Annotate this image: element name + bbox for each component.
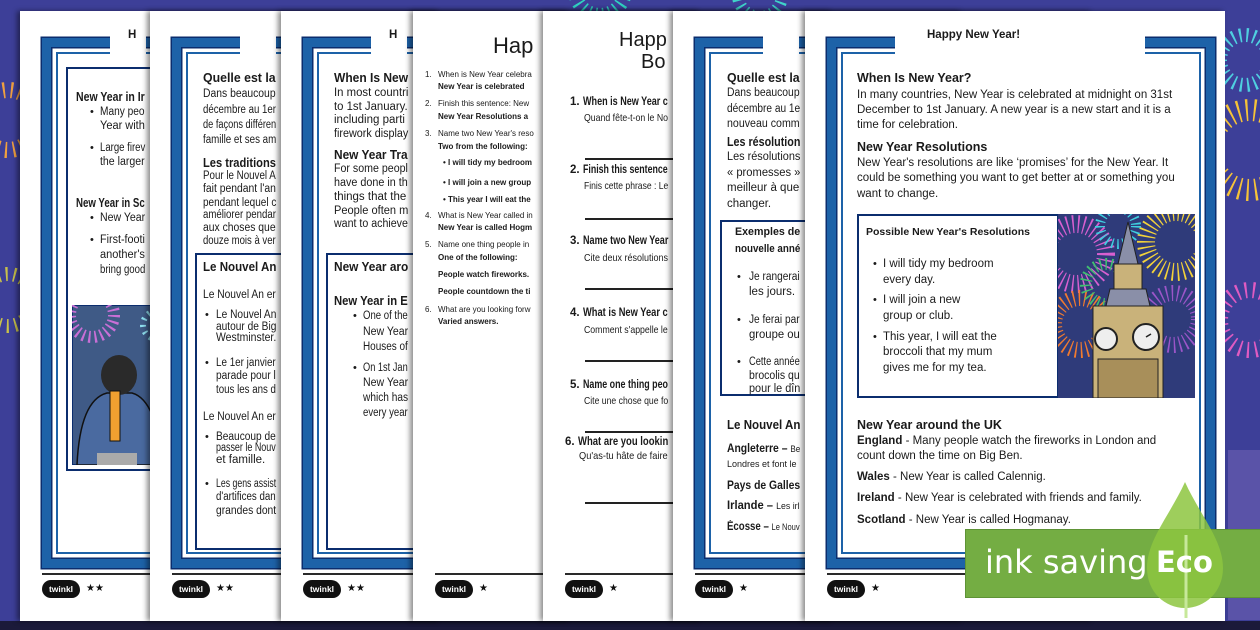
section-heading: Quelle est la bbox=[727, 71, 800, 85]
paragraph-line: Dans beaucoup bbox=[203, 88, 276, 100]
paragraph-line: décembre au 1er bbox=[203, 104, 276, 116]
twinkl-logo: twinkl bbox=[172, 580, 210, 598]
page-title-line-2: Bo bbox=[641, 51, 666, 73]
region-name: Irlande – bbox=[727, 500, 774, 512]
bullet-text: d'artifices dan bbox=[216, 491, 276, 503]
section-heading: New Year Tra bbox=[334, 148, 408, 162]
paragraph-line: de façons différen bbox=[203, 119, 277, 131]
answer-text: People watch fireworks. bbox=[438, 270, 530, 279]
page-title-gap bbox=[240, 28, 276, 58]
question-number: 5. bbox=[570, 379, 580, 391]
region-text: Le Nouv bbox=[771, 522, 800, 532]
bullet-icon: • bbox=[737, 271, 741, 283]
question-number: 1. bbox=[570, 96, 580, 108]
bullet-text: every year bbox=[363, 407, 408, 419]
region-name: Ireland bbox=[857, 492, 895, 504]
bullet-text: One of the bbox=[363, 310, 408, 322]
paragraph-line: want to achieve bbox=[334, 218, 408, 230]
section-heading: Le Nouvel An bbox=[727, 418, 801, 432]
answer-bullet: • This year I will eat the bbox=[443, 195, 531, 204]
box-heading: Le Nouvel An bbox=[203, 260, 277, 274]
paragraph-line: décembre au 1e bbox=[727, 103, 801, 115]
paragraph-line: famille et ses am bbox=[203, 134, 277, 146]
item-number: 2. bbox=[425, 99, 432, 108]
section-heading: New Year in Sc bbox=[76, 196, 145, 210]
difficulty-stars: ★ bbox=[871, 583, 880, 594]
question-text: Finish this sentence: New bbox=[438, 99, 530, 108]
page-title: H bbox=[389, 29, 398, 41]
region-line bbox=[727, 520, 800, 534]
page-title-gap bbox=[763, 28, 799, 58]
section-heading: New Year Resolutions bbox=[857, 140, 988, 154]
paragraph-line: For some peopl bbox=[334, 163, 408, 175]
page-title: Happy New Year! bbox=[927, 29, 1021, 41]
question-french: Comment s'appelle le bbox=[584, 324, 668, 336]
twinkl-logo: twinkl bbox=[42, 580, 80, 598]
twinkl-logo: twinkl bbox=[565, 580, 603, 598]
bullet-text: grandes dont bbox=[216, 505, 277, 517]
answer-text: New Year is celebrated bbox=[438, 82, 525, 91]
box-subheading: Le Nouvel An er bbox=[203, 411, 276, 423]
answer-text: Two from the following: bbox=[438, 142, 528, 151]
bullet-text: les jours. bbox=[749, 286, 796, 298]
region-text: - New Year is celebrated with friends and family. bbox=[894, 492, 1142, 504]
region-line bbox=[857, 470, 1046, 484]
bullet-text: I will join a new bbox=[883, 294, 961, 306]
paragraph-line: Les résolutions bbox=[727, 151, 801, 163]
box-subheading: Le Nouvel An er bbox=[203, 289, 276, 301]
bullet-icon: • bbox=[90, 142, 94, 154]
bullet-text: parade pour l bbox=[216, 370, 276, 382]
twinkl-logo: twinkl bbox=[303, 580, 341, 598]
question-english: What is New Year c bbox=[583, 307, 668, 319]
twinkl-logo: twinkl bbox=[435, 580, 473, 598]
answer-text: This year I will eat the bbox=[448, 195, 531, 204]
bullet-text: another's bbox=[100, 249, 145, 261]
section-heading: Les traditions bbox=[203, 156, 276, 170]
section-heading: Quelle est la bbox=[203, 71, 276, 85]
paragraph-line: to 1st January. bbox=[334, 101, 408, 113]
paragraph-line: changer. bbox=[727, 198, 772, 210]
region-name: Scotland bbox=[857, 514, 906, 526]
answer-text: People countdown the ti bbox=[438, 287, 531, 296]
bullet-icon: • bbox=[90, 234, 94, 246]
question-text: What is New Year called in bbox=[438, 211, 533, 220]
region-text: - New Year is called Hogmanay. bbox=[905, 514, 1071, 526]
answer-text: New Year is called Hogm bbox=[438, 223, 533, 232]
bullet-text: Cette année bbox=[749, 356, 800, 368]
eco-label: Eco bbox=[1156, 545, 1213, 579]
region-text: Londres et font le bbox=[727, 459, 797, 469]
question-french: Cite deux résolutions bbox=[584, 252, 669, 264]
bullet-icon: • bbox=[353, 362, 357, 374]
question-english: Name two New Year bbox=[583, 235, 669, 247]
bullet-text: New Year bbox=[363, 377, 409, 389]
region-line bbox=[727, 499, 800, 513]
section-heading: New Year around the UK bbox=[857, 418, 1002, 432]
paragraph-line: want to change. bbox=[857, 188, 939, 200]
region-name: Wales bbox=[857, 471, 890, 483]
region-line bbox=[857, 513, 1071, 527]
region-line bbox=[727, 442, 800, 456]
bullet-text: et famille. bbox=[216, 454, 266, 466]
bullet-text: Je rangerai bbox=[749, 271, 800, 283]
answer-bullet: • I will tidy my bedroom bbox=[443, 158, 533, 167]
answer-text: New Year Resolutions a bbox=[438, 112, 529, 121]
bullet-text: tous les ans d bbox=[216, 384, 276, 396]
question-number: 6. bbox=[565, 436, 575, 448]
difficulty-stars: ★★ bbox=[347, 583, 365, 594]
bullet-icon: • bbox=[90, 212, 94, 224]
question-text: When is New Year celebra bbox=[438, 70, 532, 79]
bullet-icon: • bbox=[205, 357, 209, 369]
bullet-text: I will tidy my bedroom bbox=[883, 258, 994, 270]
region-text: - Many people watch the fireworks in London and bbox=[902, 435, 1157, 447]
question-text: Name one thing people in bbox=[438, 240, 530, 249]
paragraph-line: including parti bbox=[334, 114, 405, 126]
question-english: When is New Year c bbox=[583, 96, 668, 108]
region-text: Les irl bbox=[776, 501, 800, 511]
bullet-text: First-footi bbox=[100, 234, 145, 246]
bullet-text: gives me for my tea. bbox=[883, 362, 987, 374]
question-english: What are you lookin bbox=[578, 436, 669, 448]
paragraph-line: améliorer pendar bbox=[203, 209, 276, 221]
bullet-text: Many peo bbox=[100, 106, 145, 118]
bullet-icon: • bbox=[737, 314, 741, 326]
bullet-text: Le 1er janvier bbox=[216, 357, 276, 369]
section-heading: When Is New Year? bbox=[857, 71, 972, 85]
bullet-text: Westminster. bbox=[216, 332, 277, 344]
bullet-text: bring good bbox=[100, 264, 146, 276]
question-text: Name two New Year's reso bbox=[438, 129, 534, 138]
question-french: Quand fête-t-on le No bbox=[584, 112, 669, 124]
question-number: 2. bbox=[570, 164, 580, 176]
bullet-icon: • bbox=[205, 431, 209, 443]
item-number: 5. bbox=[425, 240, 432, 249]
section-heading: Les résolution bbox=[727, 135, 801, 149]
bullet-text: Houses of bbox=[363, 341, 408, 353]
paragraph-line: Dans beaucoup bbox=[727, 87, 800, 99]
bullet-text: Je ferai par bbox=[749, 314, 800, 326]
paragraph-line: December to 1st January. A new year is a new start and it is a bbox=[857, 104, 1171, 116]
region-name: Angleterre – bbox=[727, 443, 788, 455]
answer-bullet: • I will join a new group bbox=[443, 178, 532, 187]
page-title-line-1: Happ bbox=[619, 29, 667, 51]
bullet-icon: • bbox=[205, 309, 209, 321]
bullet-text: Beaucoup de bbox=[216, 431, 276, 443]
box-heading: New Year aro bbox=[334, 260, 409, 274]
page-title: Hap bbox=[493, 33, 534, 58]
paragraph-line: fait pendant l'an bbox=[203, 183, 276, 195]
difficulty-stars: ★ bbox=[479, 583, 488, 594]
paragraph-line: douze mois à ver bbox=[203, 235, 276, 247]
paragraph-line: could be something you want to get better at or something you bbox=[857, 172, 1175, 184]
paragraph-line: nouveau comm bbox=[727, 118, 800, 130]
bullet-text: Les gens assist bbox=[216, 478, 277, 490]
bullet-text: On 1st Jan bbox=[363, 362, 408, 374]
bullet-icon: • bbox=[90, 106, 94, 118]
bullet-icon: • bbox=[737, 356, 741, 368]
answer-text: I will tidy my bedroom bbox=[448, 158, 533, 167]
bullet-text: New Year bbox=[100, 212, 146, 224]
question-french: Qu'as-tu hâte de faire bbox=[579, 450, 668, 462]
region-name: England bbox=[857, 435, 903, 447]
section-heading: When Is New bbox=[334, 71, 409, 85]
question-english: Name one thing peo bbox=[583, 379, 668, 391]
box-subheading: New Year in E bbox=[334, 294, 408, 308]
page-title: H bbox=[128, 29, 137, 41]
difficulty-stars: ★★ bbox=[86, 583, 104, 594]
bullet-text: Le Nouvel An bbox=[216, 309, 277, 321]
ink-saving-label: ink saving bbox=[985, 543, 1148, 581]
paragraph-line: meilleur à que bbox=[727, 182, 800, 194]
twinkl-logo: twinkl bbox=[695, 580, 733, 598]
bullet-text: every day. bbox=[883, 274, 936, 286]
region-text: Be bbox=[790, 444, 801, 454]
big-ben-illustration bbox=[1058, 214, 1195, 398]
answer-text: One of the following: bbox=[438, 253, 518, 262]
item-number: 6. bbox=[425, 305, 432, 314]
bullet-text: passer le Nouv bbox=[216, 442, 276, 454]
paragraph-line: « promesses » bbox=[727, 167, 801, 179]
question-french: Finis cette phrase : Le bbox=[584, 180, 669, 192]
paragraph-line: firework display bbox=[334, 128, 409, 140]
bullet-icon: • bbox=[873, 331, 877, 343]
paragraph-line: Pour le Nouvel A bbox=[203, 170, 276, 182]
bullet-icon: • bbox=[353, 310, 357, 322]
bullet-text: Year with bbox=[100, 120, 145, 132]
section-heading: New Year in Ir bbox=[76, 90, 145, 104]
box-heading: Exemples de bbox=[735, 226, 801, 238]
difficulty-stars: ★★ bbox=[216, 583, 234, 594]
region-name: Écosse – bbox=[727, 521, 769, 533]
bullet-text: New Year bbox=[363, 326, 409, 338]
paragraph-line: aux choses que bbox=[203, 222, 276, 234]
bullet-text: Large firev bbox=[100, 142, 146, 154]
bullet-text: which has bbox=[363, 392, 409, 404]
twinkl-logo: twinkl bbox=[827, 580, 865, 598]
paragraph-line: In many countries, New Year is celebrated at midnight on 31st bbox=[857, 89, 1173, 101]
item-number: 4. bbox=[425, 211, 432, 220]
item-number: 3. bbox=[425, 129, 432, 138]
question-french: Cite une chose que fo bbox=[584, 395, 669, 407]
bullet-icon: • bbox=[873, 294, 877, 306]
question-english: Finish this sentence bbox=[583, 164, 668, 176]
paragraph-line: time for celebration. bbox=[857, 119, 958, 131]
answer-text: I will join a new group bbox=[448, 178, 532, 187]
question-number: 4. bbox=[570, 307, 580, 319]
bullet-text: the larger bbox=[100, 156, 145, 168]
bottom-strip bbox=[0, 621, 1260, 630]
region-name: Pays de Galles bbox=[727, 480, 801, 492]
difficulty-stars: ★ bbox=[609, 583, 618, 594]
question-text: What are you looking forw bbox=[438, 305, 531, 314]
answer-text: Varied answers. bbox=[438, 317, 499, 326]
bullet-text: groupe ou bbox=[749, 329, 800, 341]
item-number: 1. bbox=[425, 70, 432, 79]
bullet-text: broccoli that my mum bbox=[883, 346, 993, 358]
paragraph-line: In most countri bbox=[334, 87, 409, 99]
box-heading: Possible New Year's Resolutions bbox=[866, 226, 1030, 238]
region-line bbox=[857, 434, 1156, 448]
paragraph-line: pendant lequel c bbox=[203, 197, 277, 209]
difficulty-stars: ★ bbox=[739, 583, 748, 594]
bullet-text: This year, I will eat the bbox=[883, 331, 997, 343]
question-number: 3. bbox=[570, 235, 580, 247]
region-text: count down the time on Big Ben. bbox=[857, 450, 1023, 462]
region-line bbox=[857, 491, 1142, 505]
box-heading: nouvelle anné bbox=[735, 243, 801, 255]
paragraph-line: People often m bbox=[334, 205, 409, 217]
bullet-icon: • bbox=[205, 478, 209, 490]
bullet-text: pour le dîn bbox=[749, 383, 801, 395]
bullet-text: autour de Big bbox=[216, 321, 277, 333]
bullet-text: group or club. bbox=[883, 310, 954, 322]
bullet-text: brocolis qu bbox=[749, 370, 800, 382]
paragraph-line: have done in th bbox=[334, 177, 408, 189]
paragraph-line: things that the bbox=[334, 191, 407, 203]
bullet-icon: • bbox=[873, 258, 877, 270]
region-text: - New Year is called Calennig. bbox=[889, 471, 1046, 483]
paragraph-line: New Year's resolutions are like ‘promises’ for the New Year. It bbox=[857, 157, 1169, 169]
